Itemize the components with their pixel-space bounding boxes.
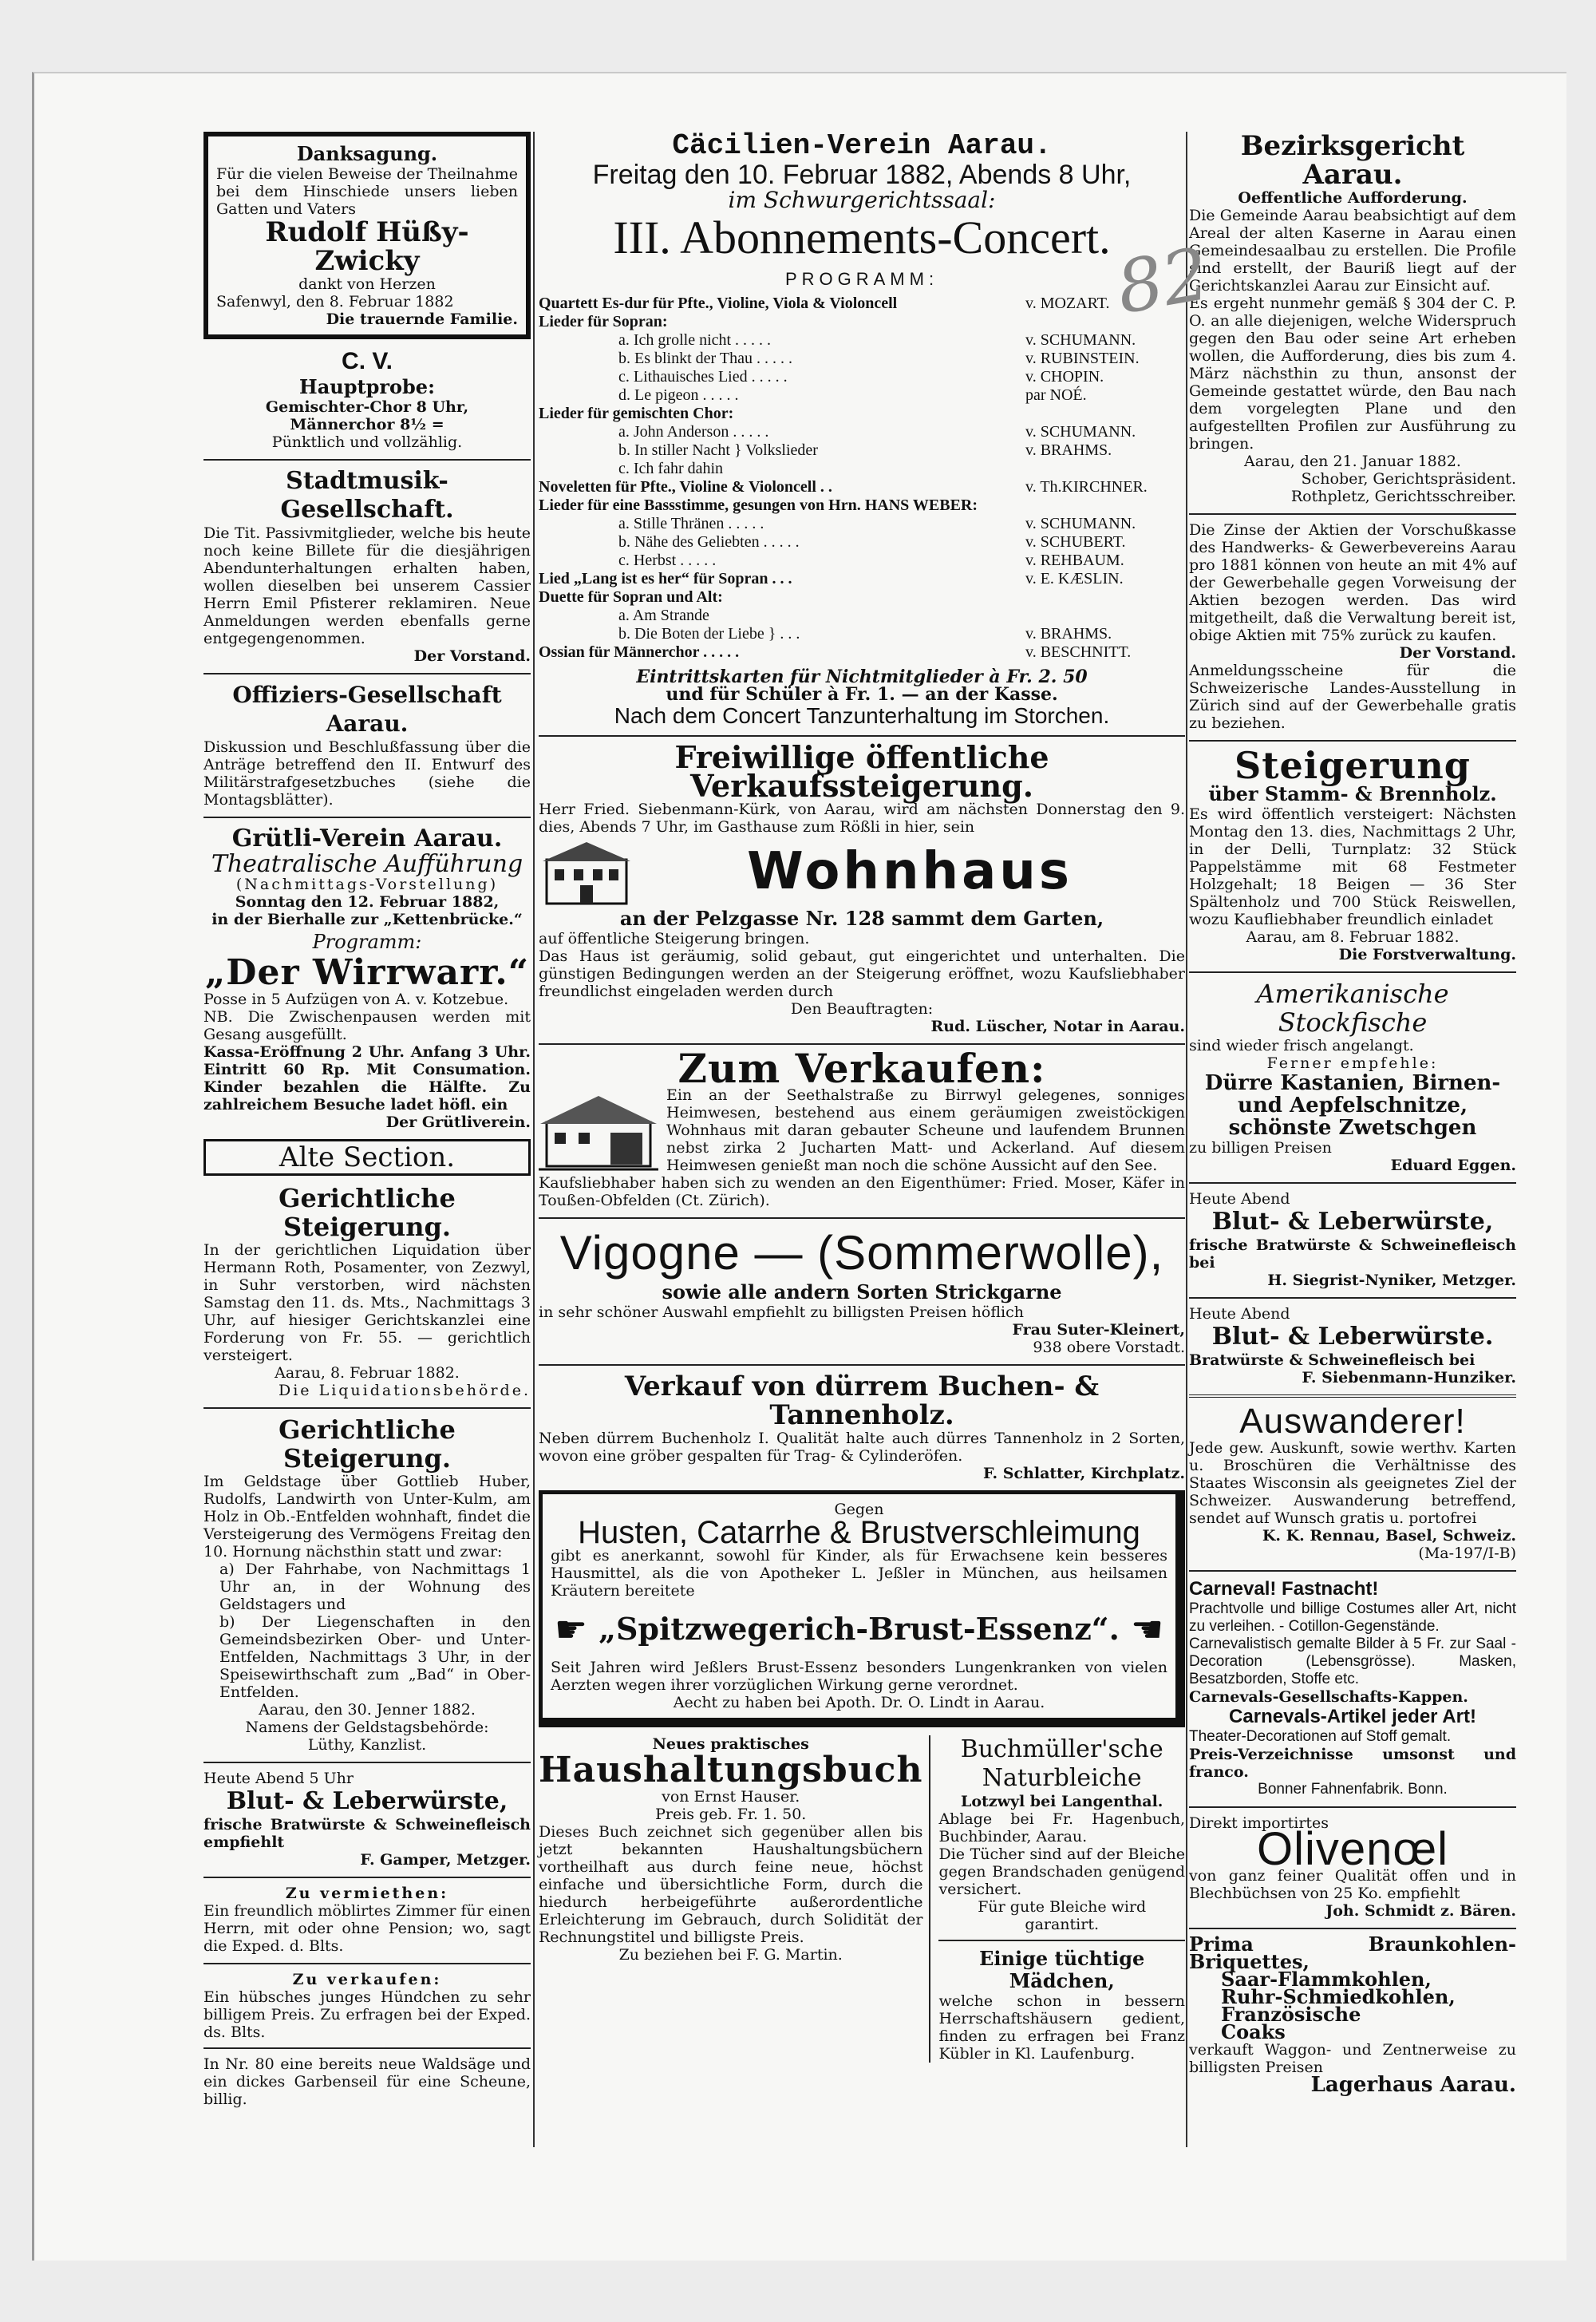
- ad-price: Preis geb. Fr. 1. 50.: [655, 1806, 807, 1823]
- ad-text: frische Bratwürste & Schweinefleisch empfiehlt: [203, 1816, 531, 1851]
- dance-note: Nach dem Concert Tanzunterhaltung im Storchen.: [614, 703, 1110, 728]
- ad-text: Seit Jahren wird Jeßlers Brust-Essenz besonders Lungenkranken von vielen Aerzten wegen ihrer vorzüglichen Wirkung gerne verordnet.: [551, 1659, 1167, 1694]
- ad-text: welche schon in bessern Herrschaftshäusern gedient, finden zu erfragen bei Franz Kübler in Kl. Laufenburg.: [938, 1992, 1185, 2063]
- program-piece: b. In stiller Nacht } Volkslieder: [618, 441, 818, 459]
- program-composer: v. REHBAUM.: [1025, 552, 1124, 569]
- ad-text: Kassa-Eröffnung 2 Uhr. Anfang 3 Uhr. Eintritt 60 Rp. Mit Consumation. Kinder bezahlen die Hälfte. Zu zahlreichem Besuche ladet höfl. ein: [203, 1043, 531, 1114]
- house-headline: Wohnhaus: [747, 842, 1073, 901]
- ad-title: Blut- & Leberwürste,: [1211, 1208, 1494, 1236]
- ad-title: Gerichtliche Steigerung.: [279, 1414, 456, 1474]
- ad-line: Heute Abend: [1189, 1305, 1290, 1323]
- gruetli-ad: [203, 825, 531, 1131]
- ad-text: Ein an der Seethalstraße zu Birrwyl gelegenes, sonniges Heimwesen, bestehend aus einem geräumigen zweistöckigen Wohnhaus mit daran gebauter Scheune und laufendem Brunnen nebst zirka 2 Jucharten Matt- und Ackerland. Auf diesem Heimwesen genießt man noch die schöne Aussicht auf den See.: [666, 1086, 1185, 1174]
- ad-signature: Lüthy, Kanzlist.: [307, 1736, 427, 1754]
- program-piece: Lieder für eine Bassstimme, gesungen von Hrn. HANS WEBER:: [539, 496, 978, 514]
- ad-text: Prachtvolle und billige Costumes aller Art, nicht zu verleihen. - Cotillon-Gegenstände.: [1189, 1600, 1516, 1635]
- ad-text: dankt von Herzen: [298, 275, 436, 293]
- holz-verkauf-ad: [539, 1372, 1185, 1482]
- ad-title: Steigerung: [1235, 744, 1471, 787]
- program-composer: v. RUBINSTEIN.: [1025, 350, 1140, 367]
- program-composer: [1025, 607, 1185, 625]
- ad-title: Einige tüchtige Mädchen,: [979, 1947, 1145, 1992]
- program-piece: b. Die Boten der Liebe } . . .: [618, 625, 800, 643]
- ad-line: Heute Abend 5 Uhr: [203, 1770, 354, 1787]
- ad-text: Dieses Buch zeichnet sich gegenüber allen bis jetzt bekannten Haushaltungsbüchern vortheilhaft aus durch feine neue, höchst einfache und übersichtliche Form, durch die hiedurch herbeigeführte außerordentliche Erleichterung im Gebrauch, durch Solidität der Rechnungstitel und billigste Preis.: [539, 1823, 923, 1946]
- concert-program: [539, 295, 1185, 662]
- program-piece: d. Le pigeon . . . . .: [618, 386, 739, 404]
- program-composer: v. SCHUMANN.: [1025, 331, 1136, 349]
- program-piece: c. Herbst . . . . .: [618, 552, 717, 569]
- program-composer: v. SCHUMANN.: [1025, 423, 1136, 441]
- ad-text: Ein freundlich möblirtes Zimmer für einen Herrn, mit oder ohne Pension; wo, sagt die Exped. d. Blts.: [203, 1902, 531, 1955]
- product-name: „Spitzwegerich-Brust-Essenz“.: [598, 1611, 1120, 1647]
- alte-section-header: Alte Section.: [203, 1139, 531, 1176]
- ad-signature: F. Schlatter, Kirchplatz.: [982, 1465, 1185, 1482]
- program-item: [539, 295, 1185, 313]
- ad-text: sind wieder frisch angelangt.: [1189, 1037, 1414, 1054]
- ad-signature: F. Gamper, Metzger.: [360, 1851, 531, 1869]
- ad-signature: Rothpletz, Gerichtsschreiber.: [1290, 488, 1516, 505]
- ad-subtitle: Lotzwyl bei Langenthal.: [960, 1793, 1163, 1810]
- ad-text: Die Tit. Passivmitglieder, welche bis heute noch keine Billete für die diesjährigen Abendunterhaltungen erhalten haben, wollen dieselben bei unserem Cassier Herrn Emil Pfisterer reklamiren. Neue Anmeldungen werden ebenfalls gerne entgegengenommen.: [203, 524, 531, 647]
- ad-text: zu billigen Preisen: [1189, 1139, 1332, 1157]
- ad-signature: H. Siegrist-Nyniker, Metzger.: [1267, 1272, 1516, 1289]
- ad-title: Prima Braunkohlen-Briquettes,: [1189, 1932, 1516, 1973]
- bottom-split: [539, 1735, 1185, 2063]
- ad-text: Neben dürrem Buchenholz I. Qualität halte auch dürres Tannenholz in 2 Sorten, wovon eine gröber gespalten für Trag- & Cylinderöfen.: [539, 1430, 1185, 1465]
- left-column: [203, 132, 531, 2116]
- ad-text: Es ergeht nunmehr gemäß § 304 der C. P. O. an alle diejenigen, welche Widerspruch gegen den Bau oder seine Art erheben wollen, die Aufforderung, dies bis zum 4. März nächsthin zu thun, ansonst der Gemeinde gestattet würde, den Bau nach dem vorgelegten Plane und den aufgestellten Profilen zur Ausführung zu bringen.: [1189, 295, 1516, 453]
- ad-signature: Den Beauftragten:: [790, 1000, 934, 1018]
- ad-title: Carnevals-Artikel jeder Art!: [1229, 1706, 1476, 1727]
- program-composer: v. SCHUBERT.: [1025, 533, 1126, 551]
- ad-signature: Zu beziehen bei F. G. Martin.: [618, 1946, 843, 1964]
- ad-line: Pünktlich und vollzählig.: [271, 433, 463, 451]
- ad-line: Männerchor 8½ =: [290, 416, 444, 433]
- column-rule-right: [1186, 132, 1187, 2147]
- gerichtliche-steigerung-1: [203, 1184, 531, 1399]
- ad-text: Die Zinse der Aktien der Vorschußkasse des Handwerks- & Gewerbevereins Aarau pro 1881 können von heute an mit 4% auf der Gewerbehalle gegen Vorweisung der Aktien bezogen werden. Das wird mitgetheilt, daß die Verwaltung bereit ist, obige Aktien mit 75% zurück zu kaufen.: [1189, 521, 1516, 644]
- ad-signature: 938 obere Vorstadt.: [1033, 1339, 1185, 1356]
- pointing-hand-left-icon: ☚: [1130, 1608, 1164, 1651]
- ad-text: In der gerichtlichen Liquidation über Hermann Roth, Posamenter, von Zezwyl, in Suhr verstorben, wird nächsten Samstag den 11. ds. Mts., Nachmittags 3 Uhr, auf hiesiger Gerichtskanzlei eine Forderung von Fr. 55. — gerichtlich versteigert.: [203, 1241, 531, 1364]
- ad-line: Gemischter-Chor 8 Uhr,: [265, 398, 469, 416]
- program-piece: a. John Anderson . . . . .: [618, 423, 769, 441]
- program-piece: Lieder für Sopran:: [539, 313, 668, 330]
- husten-ad: [539, 1490, 1185, 1727]
- ad-title: Carneval! Fastnacht!: [1189, 1578, 1379, 1600]
- blutwurst-ad-right-2: [1189, 1305, 1516, 1386]
- ad-title: Zu verkaufen:: [292, 1971, 442, 1988]
- program-piece: c. Lithauisches Lied . . . . .: [618, 368, 788, 386]
- ad-signature: Lagerhaus Aarau.: [1310, 2073, 1516, 2097]
- ad-title: Haushaltungsbuch: [539, 1750, 923, 1790]
- ad-text: Kaufsliebhaber haben sich zu wenden an den Eigenthümer: Fried. Moser, Käfer in Toußen-Obfelden (Ct. Zürich).: [539, 1174, 1185, 1209]
- verkaufssteigerung-ad: [539, 739, 1185, 1035]
- stadtmusik-ad: [203, 467, 531, 665]
- program-piece: c. Ich fahr dahin: [618, 460, 724, 477]
- program-composer: par NOÉ.: [1025, 386, 1087, 404]
- naturbleiche-ad: [938, 1735, 1185, 2063]
- program-piece: a. Ich grolle nicht . . . . .: [618, 331, 772, 349]
- carneval-ad: [1189, 1578, 1516, 1798]
- ad-signature: Der Vorstand.: [1399, 644, 1516, 662]
- ad-subtitle: Hauptprobe:: [299, 375, 435, 398]
- ad-text: Carnevals-Gesellschafts-Kappen.: [1189, 1688, 1468, 1706]
- ad-text: gibt es anerkannt, sowohl für Kinder, als für Erwachsene kein besseres Hausmittel, als die von Apotheker L. Jeßler in München, aus heilsamen Kräutern bereitete: [551, 1547, 1167, 1600]
- ticket-price: und für Schüler à Fr. 1. — an der Kasse.: [666, 684, 1058, 705]
- concert-place: im Schwurgerichtssaal:: [728, 187, 996, 213]
- ad-items: Dürre Kastanien, Birnen- und Aepfelschnitze, schönste Zwetschgen: [1204, 1071, 1501, 1140]
- ad-code: (Ma-197/I-B): [1418, 1545, 1516, 1562]
- blutwurst-ad-right-1: [1189, 1190, 1516, 1289]
- zum-verkaufen-ad: [539, 1045, 1185, 1209]
- ad-item: b) Der Liegenschaften in den Gemeindsbezirken Ober- und Unter-Entfelden, Nachmittags 3 Uhr, in der Speisewirthschaft zum „Bad“ in Ober-Entfelden.: [219, 1613, 531, 1701]
- ad-text: Posse in 5 Aufzügen von A. v. Kotzebue.: [203, 991, 509, 1008]
- program-item: [539, 350, 1185, 368]
- ad-item: Ruhr-Schmiedkohlen,: [1221, 1985, 1456, 2008]
- ad-title: Blut- & Leberwürste,: [226, 1787, 508, 1815]
- vigogne-ad: [539, 1225, 1185, 1356]
- ad-line: Direkt importirtes: [1189, 1814, 1329, 1832]
- ad-text: frische Bratwürste & Schweinefleisch bei: [1189, 1236, 1516, 1272]
- ad-text: Für die vielen Beweise der Theilnahme bei dem Hinschiede unsers lieben Gatten und Vaters: [216, 165, 518, 218]
- ad-text: in sehr schöner Auswahl empfiehlt zu billigsten Preisen höflich: [539, 1303, 1024, 1321]
- program-composer: v. CHOPIN.: [1025, 368, 1104, 386]
- ad-title: Grütli-Verein Aarau.: [231, 825, 503, 852]
- program-piece: b. Nähe des Geliebten . . . . .: [618, 533, 800, 551]
- program-item: [539, 313, 1185, 331]
- ad-text: Diskussion und Beschlußfassung über die Anträge betreffend den II. Entwurf des Militärstrafgesetzbuches (siehe die Montagsblätter).: [203, 738, 531, 809]
- program-composer: v. SCHUMANN.: [1025, 515, 1136, 532]
- program-item: [539, 331, 1185, 350]
- program-composer: v. BRAHMS.: [1025, 441, 1112, 459]
- program-item: [539, 441, 1185, 460]
- program-item: [539, 570, 1185, 588]
- program-item: [539, 460, 1185, 478]
- ad-text: Es wird öffentlich versteigert: Nächsten Montag den 13. dies, Nachmittags 2 Uhr, in der Delli, Turnplatz: 32 Stück Pappelstämme mit 68 Festmeter Holzgehalt; 18 Beigen — 36 Ster Spältenholz und 700 Stück Reiswellen, wozu Kaufliebhaber freundlich einladet: [1189, 805, 1516, 928]
- ad-subtitle: Oeffentliche Aufforderung.: [1238, 189, 1468, 207]
- ad-text: Das Haus ist geräumig, solid gebaut, gut eingerichtet und unterhalten. Die günstigen Bedingungen werden an der Steigerung eröffnet, wozu Kaufsliebhaber freundlichst eingeladen werden durch: [539, 947, 1185, 1000]
- ad-date: Aarau, den 30. Jenner 1882.: [259, 1701, 476, 1719]
- ad-item: Saar-Flammkohlen,: [1221, 1968, 1432, 1991]
- caecilien-concert-ad: [539, 129, 1185, 729]
- ad-text: Herr Fried. Siebenmann-Kürk, von Aarau, wird am nächsten Donnerstag den 9. dies, Abends 7 Uhr, im Gasthause zum Rößli in hier, sein: [539, 801, 1185, 836]
- program-piece: a. Stille Thränen . . . . .: [618, 515, 764, 532]
- ad-signature: Joh. Schmidt z. Bären.: [1325, 1902, 1516, 1920]
- ad-text: Die Tücher sind auf der Bleiche gegen Brandschaden genügend versichert.: [938, 1845, 1185, 1898]
- ad-date: Aarau, am 8. Februar 1882.: [1246, 928, 1460, 946]
- ad-text: Bratwürste & Schweinefleisch bei: [1189, 1351, 1476, 1369]
- right-column: [1189, 132, 1516, 2102]
- ad-text: Ferner empfehle:: [1266, 1054, 1439, 1072]
- ad-subtitle: Theatralische Aufführung: [211, 850, 523, 878]
- program-item: [539, 607, 1185, 625]
- auswanderer-ad: [1189, 1404, 1516, 1562]
- program-heading: PROGRAMM:: [784, 269, 939, 289]
- ad-signature: K. K. Rennau, Basel, Schweiz.: [1262, 1527, 1516, 1545]
- ad-signature: Frau Suter-Kleinert,: [1012, 1321, 1185, 1339]
- ad-signature: Rud. Lüscher, Notar in Aarau.: [930, 1018, 1185, 1035]
- ad-line: Programm:: [312, 931, 422, 953]
- program-piece: b. Es blinkt der Thau . . . . .: [618, 350, 792, 367]
- ad-signature: F. Siebenmann-Hunziker.: [1302, 1369, 1516, 1386]
- ad-text: Jede gew. Auskunft, sowie werthv. Karten u. Broschüren die Verhältnisse des Staates Wisconsin als geeignetes Ziel der Schweizer. Auswanderung betreffend, sendet auf Wunsch gratis u. portofrei: [1189, 1439, 1516, 1527]
- ad-title: Auswanderer!: [1239, 1402, 1466, 1441]
- aktien-zinse-ad: [1189, 521, 1516, 732]
- farmhouse-illustration-icon: [539, 1086, 658, 1174]
- program-composer: v. E. KÆSLIN.: [1025, 570, 1124, 587]
- program-composer: [1025, 496, 1185, 515]
- ad-text: Ablage bei Fr. Hagenbuch, Buchbinder, Aarau.: [938, 1810, 1185, 1845]
- house-illustration-icon: [539, 836, 634, 908]
- ad-place: Safenwyl, den 8. Februar 1882: [216, 293, 454, 311]
- ad-title: C. V.: [342, 348, 393, 374]
- ad-title: Verkauf von dürrem Buchen- & Tannenholz.: [624, 1371, 1100, 1431]
- cv-ad: [203, 347, 531, 451]
- program-item: [539, 496, 1185, 515]
- program-item: [539, 368, 1185, 386]
- column-rule-left: [533, 132, 535, 2147]
- ad-title: Danksagung.: [296, 142, 438, 165]
- ad-title: Gerichtliche Steigerung.: [279, 1183, 456, 1242]
- ad-text: Theater-Decorationen auf Stoff gemalt.: [1189, 1728, 1452, 1745]
- middle-column: [539, 129, 1185, 2063]
- ad-title: Olivenœl: [1256, 1823, 1449, 1875]
- ad-title: Bezirksgericht Aarau.: [1240, 130, 1465, 191]
- ad-subtitle: an der Pelzgasse Nr. 128 sammt dem Garten,: [619, 907, 1104, 930]
- ad-line: Heute Abend: [1189, 1190, 1290, 1208]
- ad-text: Anmeldungsscheine für die Schweizerische Landes-Ausstellung in Zürich sind auf der Gewerbehalle gratis zu beziehen.: [1189, 662, 1516, 732]
- ad-signature: Namens der Geldstagsbehörde:: [245, 1719, 489, 1736]
- concert-date: Freitag den 10. Februar 1882, Abends 8 Uhr,: [592, 160, 1132, 190]
- gerichtliche-steigerung-2: [203, 1415, 531, 1754]
- ad-signature: Eduard Eggen.: [1390, 1157, 1516, 1174]
- program-composer: [1025, 588, 1185, 607]
- ad-text: In Nr. 80 eine bereits neue Waldsäge und ein dickes Garbenseil für eine Scheune, billig.: [203, 2055, 531, 2108]
- program-composer: [1025, 405, 1185, 423]
- ad-date: Sonntag den 12. Februar 1882,: [235, 893, 500, 911]
- play-title: „Der Wirrwarr.“: [204, 952, 529, 993]
- ad-text: Aecht zu haben bei Apoth. Dr. O. Lindt in Aarau.: [673, 1694, 1045, 1711]
- ad-signature: Die trauernde Familie.: [326, 311, 518, 328]
- program-composer: v. Th.KIRCHNER.: [1025, 478, 1148, 496]
- kohlen-ad: [1189, 1932, 1516, 2097]
- ad-line: Gegen: [834, 1501, 884, 1518]
- ad-signature: Der Grütliverein.: [385, 1114, 531, 1131]
- program-piece: Quartett Es-dur für Pfte., Violine, Viola & Violoncell: [539, 295, 898, 312]
- handwritten-number: 82: [1110, 231, 1215, 331]
- ad-signature: Bonner Fahnenfabrik. Bonn.: [1258, 1781, 1448, 1798]
- program-composer: v. MOZART.: [1025, 295, 1110, 312]
- olivenoel-ad: [1189, 1814, 1516, 1920]
- haushaltungsbuch-ad: [539, 1735, 930, 2063]
- vermiethen-ad: [203, 1885, 531, 1955]
- ad-title: Offiziers-Gesellschaft Aarau.: [232, 682, 502, 737]
- program-piece: Noveletten für Pfte., Violine & Violoncell . .: [539, 478, 832, 496]
- ad-title: Husten, Catarrhe & Brustverschleimung: [578, 1515, 1140, 1550]
- ad-signature: Die Forstverwaltung.: [1338, 946, 1516, 963]
- ad-item: a) Der Fahrhabe, von Nachmittags 1 Uhr an, in der Wohnung des Geldstagers und: [219, 1561, 531, 1613]
- ad-text: von ganz feiner Qualität offen und in Blechbüchsen von 25 Ko. empfiehlt: [1189, 1867, 1516, 1902]
- program-composer: [1025, 460, 1185, 478]
- program-item: [539, 552, 1185, 570]
- ad-subtitle: sowie alle andern Sorten Strickgarne: [662, 1280, 1062, 1303]
- ad-title: Blut- & Leberwürste.: [1211, 1323, 1494, 1351]
- program-composer: v. BRAHMS.: [1025, 625, 1112, 643]
- ad-signature: Schober, Gerichtspräsident.: [1301, 470, 1516, 488]
- ad-item: Coaks: [1221, 2020, 1286, 2043]
- ad-title: Cäcilien-Verein Aarau.: [672, 129, 1052, 162]
- ad-title: Vigogne — (Sommerwolle),: [559, 1226, 1164, 1280]
- concert-title: III. Abonnements-Concert.: [613, 212, 1111, 263]
- ad-title: Stadtmusik-Gesellschaft.: [280, 467, 454, 524]
- ad-line: (Nachmittags-Vorstellung): [235, 876, 499, 893]
- program-item: [539, 405, 1185, 423]
- program-piece: Duette für Sopran und Alt:: [539, 588, 723, 606]
- ad-text: Die Gemeinde Aarau beabsichtigt auf dem Areal der alten Kaserne in Aarau einen Gemeindesaalbau zu erstellen. Die Profile sind erstellt, der Bauriß liegt auf der Gerichtskanzlei Aarau zur Einsicht auf.: [1189, 207, 1516, 295]
- offiziers-ad: [203, 681, 531, 809]
- ad-text: Im Geldstage über Gottlieb Huber, Rudolfs, Landwirth von Unter-Kulm, am Holz in Ob.-Entfelden wohnhaft, findet die Versteigerung des Vermögens Freitag den 10. Hornung nächsthin statt und zwar:: [203, 1473, 531, 1561]
- ad-text: Carnevalistisch gemalte Bilder à 5 Fr. zur Saal - Decoration (Lebensgrösse). Masken, Besatzborden, Stoffe etc.: [1189, 1636, 1516, 1687]
- program-composer: v. BESCHNITT.: [1025, 643, 1132, 661]
- ad-title: Zu vermiethen:: [285, 1885, 449, 1902]
- ad-title: Buchmüller'sche Naturbleiche: [960, 1735, 1163, 1792]
- ad-text: Preis-Verzeichnisse umsonst und franco.: [1189, 1746, 1516, 1781]
- ad-signature: Der Vorstand.: [413, 647, 531, 665]
- ad-signature: Die Liquidationsbehörde.: [278, 1382, 531, 1399]
- ad-title: Freiwillige öffentliche Verkaufssteigerung.: [674, 739, 1049, 804]
- ad-text: NB. Die Zwischenpausen werden mit Gesang ausgefüllt.: [203, 1008, 531, 1043]
- holz-steigerung-ad: [1189, 744, 1516, 963]
- ad-date: Aarau, 8. Februar 1882.: [275, 1364, 460, 1382]
- bezirksgericht-ad: [1189, 132, 1516, 505]
- ad-text: auf öffentliche Steigerung bringen.: [539, 930, 810, 947]
- program-piece: a. Am Strande: [618, 607, 709, 624]
- ad-text: verkauft Waggon- und Zentnerweise zu billigsten Preisen: [1189, 2041, 1516, 2076]
- program-piece: Lied „Lang ist es her“ für Sopran . . .: [539, 570, 792, 587]
- verkaufen-ad: [203, 1971, 531, 2108]
- ad-line: von Ernst Hauser.: [662, 1788, 800, 1806]
- program-item: [539, 386, 1185, 405]
- ticket-price: Eintrittskarten für Nichtmitglieder à Fr. 2. 50: [636, 667, 1088, 687]
- program-item: [539, 643, 1185, 662]
- program-item: [539, 625, 1185, 643]
- program-piece: Lieder für gemischten Chor:: [539, 405, 734, 422]
- ad-text: Ein hübsches junges Hündchen zu sehr billigem Preis. Zu erfragen bei der Exped. ds. Blts.: [203, 1988, 531, 2041]
- ad-title: Zum Verkaufen:: [678, 1045, 1046, 1092]
- program-item: [539, 423, 1185, 441]
- program-piece: Ossian für Männerchor . . . . .: [539, 643, 740, 661]
- ad-title: Amerikanische Stockfische: [1256, 979, 1449, 1038]
- blutwurst-ad-left: [203, 1770, 531, 1869]
- ad-subtitle: über Stamm- & Brennholz.: [1208, 782, 1497, 805]
- danksagung-ad: [203, 132, 531, 339]
- stockfische-ad: [1189, 979, 1516, 1174]
- program-item: [539, 588, 1185, 607]
- program-item: [539, 478, 1185, 496]
- ad-item: Französische: [1221, 2003, 1361, 2026]
- pointing-hand-right-icon: ☛: [554, 1608, 588, 1651]
- program-item: [539, 533, 1185, 552]
- ad-line: Neues praktisches: [652, 1735, 809, 1753]
- ad-date: Aarau, den 21. Januar 1882.: [1244, 453, 1461, 470]
- ad-text: Für gute Bleiche wird garantirt.: [978, 1898, 1147, 1933]
- ad-place: in der Bierhalle zur „Kettenbrücke.“: [211, 911, 523, 928]
- ad-name: Rudolf Hüßy-Zwicky: [265, 216, 469, 277]
- program-item: [539, 515, 1185, 533]
